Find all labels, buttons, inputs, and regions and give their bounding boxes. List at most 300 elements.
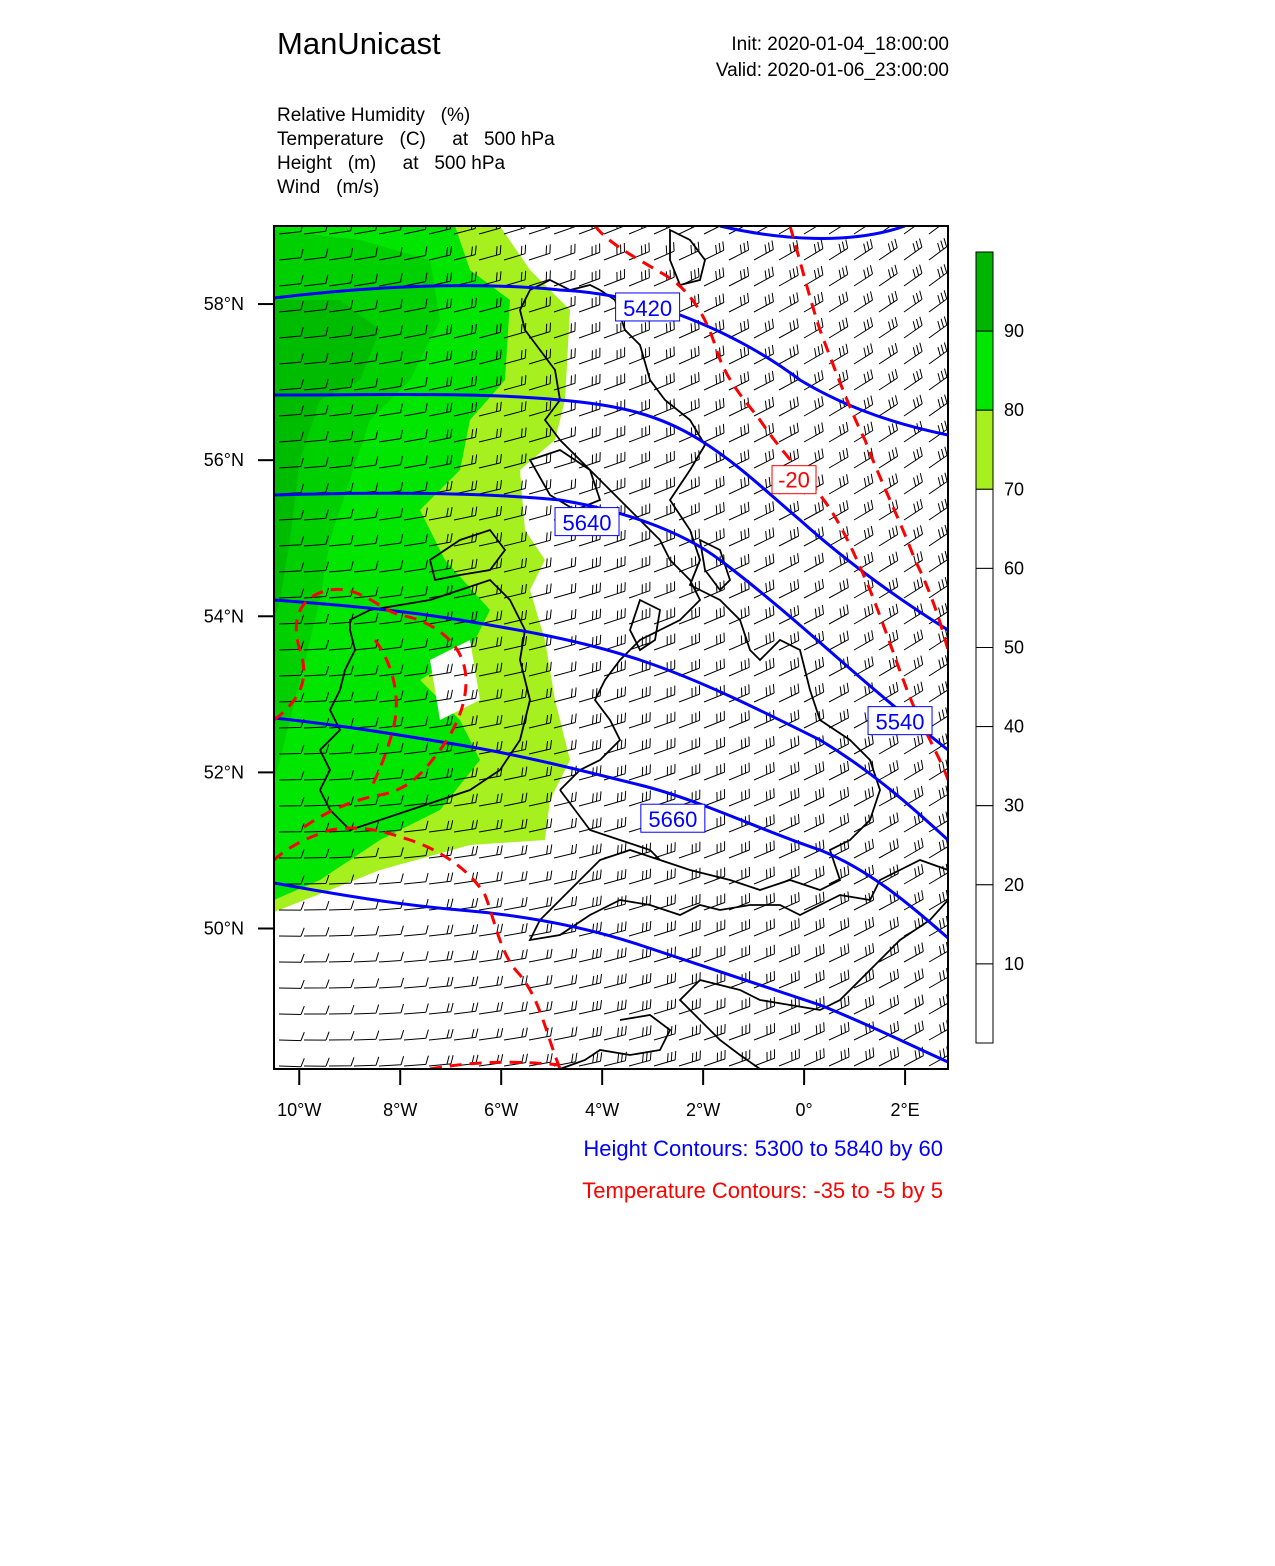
wind-barb: [779, 944, 799, 962]
wind-barb: [654, 268, 674, 286]
lat-tick-label: 52°N: [203, 762, 244, 783]
wind-barb: [729, 267, 749, 286]
wind-barb: [754, 215, 773, 235]
wind-barb: [404, 1004, 428, 1015]
height-contour-label: 5420: [623, 295, 673, 321]
wind-barb: [304, 1032, 329, 1040]
wind-barb: [779, 892, 799, 910]
wind-barb: [604, 791, 626, 806]
wind-barb: [904, 239, 922, 261]
colorbar-label: 50: [1004, 637, 1025, 658]
wind-barb: [879, 760, 898, 780]
colorbar-label: 90: [1004, 321, 1025, 342]
wind-barb: [404, 925, 428, 936]
wind-barb: [729, 424, 749, 442]
wind-barb: [904, 577, 923, 598]
wind-barb: [829, 292, 848, 312]
wind-barb: [829, 813, 849, 832]
wind-barb: [679, 242, 699, 260]
wind-barb: [329, 1031, 354, 1040]
wind-barb: [879, 734, 898, 754]
wind-barb: [629, 686, 650, 702]
wind-barb: [629, 712, 650, 728]
colorbar-segment: [976, 489, 993, 568]
wind-barb: [804, 918, 824, 936]
wind-barb: [504, 871, 527, 884]
wind-barb: [729, 1024, 750, 1041]
wind-barb: [929, 551, 947, 572]
wind-barb: [729, 737, 749, 754]
wind-barb: [829, 1048, 849, 1066]
wind-barb: [629, 921, 651, 936]
wind-barb: [754, 841, 774, 859]
wind-barb: [704, 659, 724, 676]
wind-barb: [904, 291, 922, 312]
wind-barb: [354, 978, 379, 988]
height-contour-label: 5640: [562, 510, 612, 536]
wind-barb: [729, 841, 750, 858]
wind-barb: [679, 685, 700, 702]
wind-barb: [504, 1054, 528, 1066]
wind-barb: [879, 552, 898, 572]
wind-barb: [729, 319, 749, 338]
wind-barb: [454, 1029, 478, 1040]
colorbar-segment: [976, 568, 993, 647]
wind-barb: [904, 630, 923, 650]
wind-barb: [304, 980, 329, 989]
wind-barb: [879, 1047, 899, 1066]
map-title: ManUnicast: [277, 26, 441, 61]
wind-barb: [479, 845, 502, 858]
wind-barb: [829, 918, 849, 937]
wind-barb: [929, 369, 947, 391]
temperature-contour-legend: Temperature Contours: -35 to -5 by 5: [582, 1178, 943, 1203]
wind-barb: [829, 422, 848, 442]
wind-barb: [804, 866, 824, 884]
wind-barb: [854, 839, 874, 858]
wind-barb: [704, 398, 724, 416]
wind-barb: [679, 1024, 700, 1040]
wind-barb: [654, 921, 675, 937]
wind-barb: [704, 763, 725, 780]
wind-barb: [929, 890, 948, 910]
wind-barb: [879, 421, 898, 442]
wind-barb: [329, 901, 354, 910]
wind-barb: [929, 212, 947, 234]
wind-barb: [879, 291, 897, 312]
wind-barb: [879, 369, 897, 390]
wind-barb: [929, 316, 947, 338]
wind-barb: [429, 977, 453, 988]
wind-barb: [654, 503, 675, 520]
wind-barb: [704, 502, 724, 520]
wind-barb: [879, 604, 898, 624]
wind-barb: [604, 869, 626, 884]
wind-barb: [604, 269, 625, 286]
wind-barb: [904, 995, 923, 1014]
wind-barb: [654, 999, 676, 1014]
wind-barb: [429, 873, 453, 885]
colorbar-segment: [976, 885, 993, 964]
wind-barb: [729, 476, 749, 494]
wind-barb: [904, 499, 922, 520]
wind-barb: [579, 348, 600, 364]
wind-barb: [754, 1023, 775, 1040]
wind-barb: [429, 951, 453, 962]
wind-barb: [704, 1050, 725, 1066]
wind-barb: [679, 842, 700, 858]
wind-barb: [529, 1027, 552, 1040]
wind-barb: [629, 477, 650, 494]
wind-barb: [654, 738, 675, 754]
colorbar-label: 60: [1004, 558, 1025, 579]
wind-barb: [704, 268, 724, 287]
wind-barb: [754, 241, 773, 260]
wind-barb: [704, 815, 725, 832]
wind-barb: [829, 892, 849, 911]
wind-barb: [779, 762, 799, 780]
wind-barb: [604, 974, 626, 988]
wind-barb: [729, 345, 749, 364]
wind-barb: [729, 398, 749, 417]
wind-barb: [754, 293, 773, 312]
wind-barb: [554, 948, 577, 962]
wind-barb: [779, 397, 798, 416]
wind-barb: [754, 319, 774, 338]
lon-tick-label: 2°W: [686, 1100, 721, 1120]
wind-barb: [604, 373, 625, 390]
colorbar-segment: [976, 648, 993, 727]
wind-barb: [904, 943, 923, 963]
wind-barb: [679, 764, 700, 781]
wind-barb: [704, 920, 725, 936]
wind-barb: [829, 605, 848, 624]
colorbar-segment: [976, 410, 993, 489]
lat-tick-label: 50°N: [203, 918, 244, 939]
wind-barb: [629, 764, 650, 780]
colorbar: [976, 252, 1024, 1043]
wind-barb: [354, 900, 379, 910]
wind-barb: [629, 869, 651, 884]
wind-barb: [479, 950, 503, 962]
wind-barb: [804, 761, 824, 780]
wind-barb: [804, 266, 823, 286]
wind-barb: [479, 898, 502, 910]
wind-barb: [279, 980, 304, 988]
wind-barb: [779, 684, 799, 702]
wind-barb: [629, 530, 650, 547]
wind-barb: [579, 322, 600, 338]
wind-barb: [704, 607, 724, 625]
wind-barb: [704, 241, 724, 260]
wind-barb: [654, 373, 674, 390]
wind-barb: [929, 264, 947, 286]
wind-barb: [829, 761, 849, 780]
wind-barb: [904, 682, 923, 702]
wind-barb: [679, 711, 700, 728]
wind-barb: [929, 395, 947, 416]
wind-barb: [604, 1000, 626, 1014]
wind-barb: [429, 1029, 453, 1040]
wind-barb: [579, 1026, 602, 1040]
wind-barb: [404, 951, 428, 962]
wind-barb: [829, 709, 849, 728]
wind-barb: [804, 970, 824, 988]
wind-barb: [904, 265, 922, 286]
wind-barb: [754, 371, 774, 390]
wind-barb: [854, 552, 873, 572]
wind-barb: [829, 500, 848, 520]
wind-barb: [779, 214, 798, 234]
wind-barb: [754, 945, 774, 962]
wind-barb: [604, 687, 626, 703]
wind-barb: [779, 736, 799, 754]
wind-barb: [679, 972, 700, 988]
colorbar-label: 80: [1004, 400, 1025, 421]
wind-barb: [629, 738, 650, 754]
wind-barb: [779, 971, 799, 989]
wind-barb: [629, 321, 649, 338]
wind-barb: [929, 681, 948, 702]
wind-barb: [754, 632, 774, 650]
lon-tick-label: 4°W: [585, 1100, 620, 1120]
wind-barb: [829, 474, 848, 494]
wind-barb: [679, 346, 699, 364]
wind-barb: [929, 655, 948, 676]
wind-barb: [929, 942, 948, 962]
wind-barb: [579, 296, 600, 312]
wind-barb: [854, 969, 874, 988]
wind-barb: [929, 290, 947, 312]
lon-tick-label: 8°W: [383, 1100, 418, 1120]
wind-barb: [854, 526, 873, 546]
wind-barb: [854, 735, 873, 754]
valid-time: Valid: 2020-01-06_23:00:00: [715, 60, 949, 81]
wind-barb: [704, 998, 725, 1014]
wind-barb: [554, 818, 576, 832]
wind-barb: [829, 579, 848, 599]
wind-barb: [929, 238, 947, 260]
wind-barb: [529, 505, 551, 520]
wind-barb: [604, 1026, 626, 1040]
wind-barb: [729, 502, 749, 520]
wind-barb: [804, 1022, 824, 1040]
wind-barb: [879, 265, 897, 286]
wind-barb: [304, 927, 329, 936]
wind-barb: [729, 371, 749, 390]
wind-barb: [929, 1020, 948, 1040]
wind-barb: [329, 1005, 354, 1014]
wind-barb: [329, 927, 354, 936]
wind-barb: [879, 917, 898, 936]
wind-barb: [929, 838, 948, 858]
wind-barb: [354, 1031, 379, 1040]
wind-barb: [554, 479, 576, 494]
wind-barb: [579, 270, 600, 287]
wind-barb: [829, 214, 848, 235]
wind-barb: [904, 395, 922, 416]
wind-barb: [779, 266, 798, 286]
wind-barb: [854, 448, 873, 468]
wind-barb: [579, 974, 602, 988]
wind-barb: [779, 918, 799, 936]
wind-barb: [754, 893, 774, 910]
wind-barb: [654, 634, 675, 651]
wind-barb: [729, 763, 749, 780]
wind-barb: [779, 553, 799, 572]
wind-barb: [654, 425, 674, 442]
wind-barb: [479, 872, 502, 885]
field-wind: Wind (m/s): [277, 177, 380, 198]
wind-barb: [379, 1056, 404, 1066]
wind-barb: [654, 477, 675, 494]
wind-barb: [854, 265, 873, 286]
wind-barb: [854, 943, 874, 962]
wind-barb: [504, 975, 527, 988]
wind-barb: [779, 788, 799, 806]
wind-barb: [804, 944, 824, 962]
wind-barb: [554, 687, 576, 702]
wind-barb: [829, 787, 849, 806]
wind-barb: [879, 969, 899, 988]
wind-barb: [754, 997, 775, 1014]
wind-barb: [754, 736, 774, 754]
wind-barb: [604, 321, 625, 338]
colorbar-label: 20: [1004, 874, 1025, 895]
wind-barb: [804, 657, 824, 676]
wind-barb: [854, 344, 873, 365]
wind-barb: [454, 924, 478, 936]
wind-barb: [579, 243, 600, 260]
wind-barb: [779, 814, 799, 832]
wind-barb: [754, 658, 774, 676]
wind-barb: [554, 453, 576, 468]
wind-barb: [854, 370, 873, 391]
field-temperature: Temperature (C) at 500 hPa: [277, 129, 555, 150]
wind-barb: [629, 451, 650, 468]
wind-barb: [579, 609, 601, 624]
lat-tick-label: 58°N: [203, 294, 244, 315]
wind-barb: [854, 474, 873, 494]
wind-barb: [829, 944, 849, 962]
wind-barb: [704, 215, 724, 234]
wind-barb: [729, 580, 749, 598]
wind-barb: [579, 661, 601, 676]
temperature-contour-label: -20: [778, 467, 810, 493]
wind-barb: [879, 526, 898, 546]
wind-barb: [804, 214, 823, 234]
wind-barb: [304, 1058, 329, 1066]
wind-barb: [704, 789, 725, 806]
wind-barb: [879, 239, 897, 260]
wind-barb: [629, 243, 649, 260]
wind-barb: [479, 1028, 503, 1040]
wind-barb: [304, 901, 329, 910]
wind-barb: [654, 451, 674, 468]
wind-barb: [929, 812, 948, 832]
wind-barb: [804, 709, 824, 728]
wind-barb: [854, 317, 873, 338]
wind-barb: [904, 317, 922, 338]
lon-tick-label: 2°E: [890, 1100, 920, 1120]
wind-barb: [654, 842, 675, 858]
wind-barb: [279, 954, 304, 962]
wind-barb: [654, 399, 674, 416]
wind-barb: [629, 582, 650, 598]
lat-tick-label: 56°N: [203, 450, 244, 471]
colorbar-segment: [976, 331, 993, 410]
wind-barb: [654, 607, 675, 624]
wind-barb: [904, 447, 922, 468]
wind-barb: [604, 608, 625, 624]
wind-barb: [429, 925, 453, 936]
wind-barb: [554, 975, 577, 989]
wind-barb: [904, 343, 922, 364]
wind-barb: [804, 449, 823, 469]
wind-barb: [929, 473, 947, 494]
wind-barb: [854, 787, 873, 806]
wind-barb: [579, 713, 601, 728]
wind-barb: [479, 1054, 503, 1066]
wind-barb: [379, 874, 403, 885]
wind-barb: [879, 682, 898, 702]
wind-barb: [879, 395, 898, 416]
wind-barb: [729, 789, 749, 806]
wind-barb: [379, 952, 403, 962]
wind-barb: [854, 917, 874, 936]
wind-barb: [729, 528, 749, 546]
wind-barb: [529, 897, 552, 910]
wind-barb: [679, 216, 699, 234]
wind-barb: [604, 817, 626, 832]
wind-barb: [854, 291, 873, 312]
wind-barb: [629, 973, 651, 988]
wind-barb: [904, 838, 923, 858]
wind-barb: [879, 343, 897, 364]
wind-barb: [279, 928, 304, 936]
wind-barb: [754, 449, 774, 468]
wind-barb: [279, 1006, 304, 1014]
wind-barb: [354, 1057, 379, 1066]
wind-barb: [654, 1051, 676, 1066]
wind-barb: [554, 870, 577, 884]
wind-barb: [604, 634, 625, 650]
wind-barb: [829, 240, 848, 261]
wind-barb: [579, 844, 601, 859]
lat-tick-label: 54°N: [203, 606, 244, 627]
wind-barb: [804, 788, 824, 807]
wind-barb: [504, 897, 527, 910]
wind-barb: [854, 995, 874, 1014]
wind-barb: [804, 396, 823, 416]
wind-barb: [704, 424, 724, 442]
wind-barb: [779, 527, 799, 546]
wind-barb: [354, 1005, 379, 1015]
wind-barb: [704, 633, 724, 650]
wind-barb: [729, 606, 749, 624]
wind-barb: [529, 975, 552, 988]
wind-barb: [454, 976, 478, 988]
wind-barb: [679, 894, 700, 910]
wind-barb: [879, 839, 898, 859]
wind-barb: [779, 579, 799, 598]
wind-barb: [729, 450, 749, 468]
wind-barb: [704, 737, 725, 754]
wind-barb: [929, 994, 948, 1014]
wind-barb: [654, 868, 675, 884]
wind-barb: [579, 948, 601, 962]
height-contour-label: 5540: [875, 709, 925, 735]
